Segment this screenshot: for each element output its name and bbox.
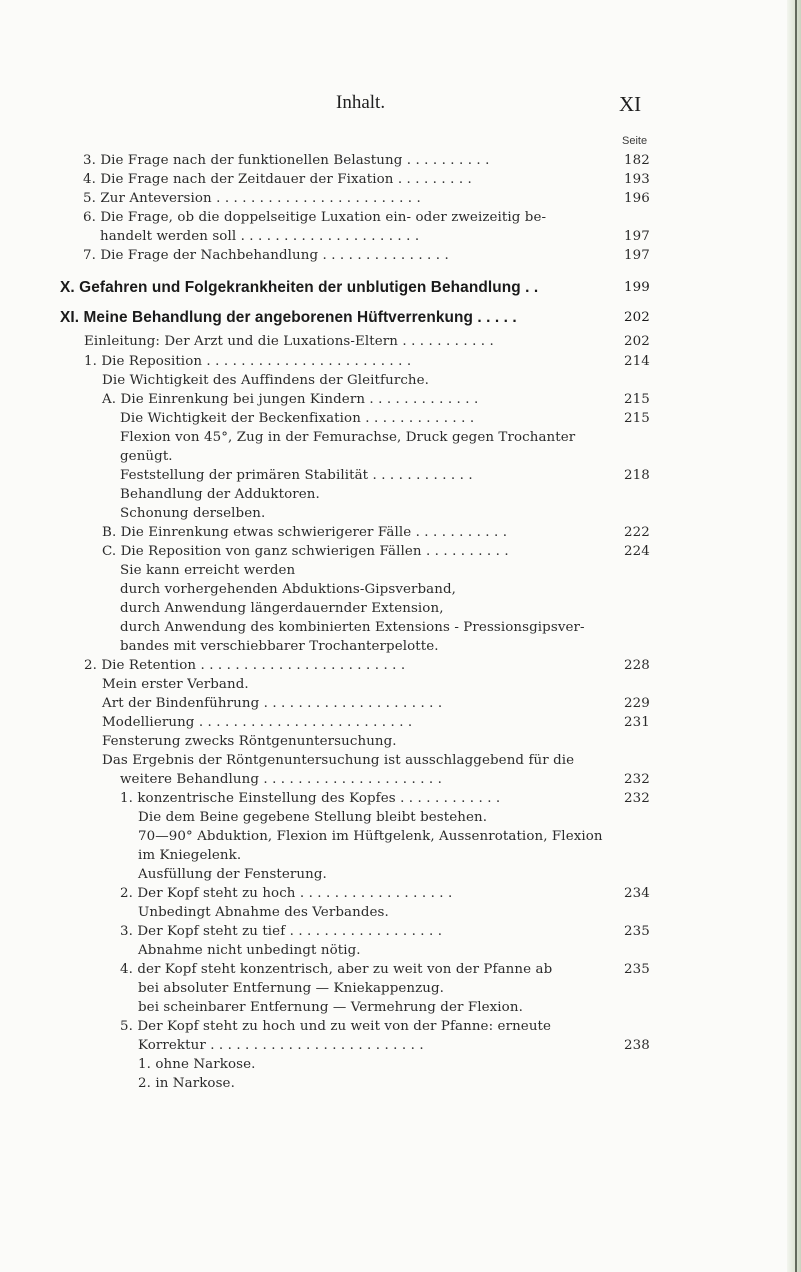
toc-entry-text: 5. Der Kopf steht zu hoch und zu weit von der Pfanne: erneute [120,1019,552,1034]
toc-entry-text: A. Die Einrenkung bei jungen Kindern . . . . . . . . . . . . . [102,392,479,407]
toc-entry-page: 231 [624,715,650,730]
seite-column-label: Seite [622,135,648,147]
page-header [0,92,801,116]
toc-entry-text: Das Ergebnis der Röntgenuntersuchung ist ausschlaggebend für die [102,753,575,768]
toc-entry-text: Sie kann erreicht werden [120,563,296,578]
toc-entry-page: 222 [624,525,650,540]
toc-entry-page: 199 [624,280,650,295]
toc-entry-text: Abnahme nicht unbedingt nötig. [138,943,361,958]
toc-entry-text: 1. Die Reposition . . . . . . . . . . . . . . . . . . . . . . . . [84,354,412,369]
toc-entry-text: durch Anwendung des kombinierten Extensions - Pressionsgipsver- [120,620,585,635]
toc-entry-text: X. Gefahren und Folgekrankheiten der unblutigen Behandlung . . [60,279,539,296]
toc-entry-page: 235 [624,924,650,939]
toc-entry-text: Die dem Beine gegebene Stellung bleibt bestehen. [138,810,488,825]
toc-entry-text: durch vorhergehenden Abduktions-Gipsverband, [120,582,457,597]
toc-entry-text: genügt. [120,449,173,464]
toc-entry-page: 202 [624,310,650,325]
toc-entry-text: bandes mit verschiebbarer Trochanterpelotte. [120,639,439,654]
toc-entry-page: 229 [624,696,650,711]
toc-entry-text: weitere Behandlung . . . . . . . . . . . . . . . . . . . . . [120,772,443,787]
toc-entry-text: durch Anwendung längerdauernder Extension, [120,601,444,616]
toc-entry-text: Die Wichtigkeit der Beckenfixation . . . . . . . . . . . . . [120,411,475,426]
toc-entry-text: C. Die Reposition von ganz schwierigen Fällen . . . . . . . . . . [102,544,509,559]
toc-entry-page: 228 [624,658,650,673]
toc-entry-text: Ausfüllung der Fensterung. [138,867,327,882]
toc-entry-text: 2. in Narkose. [138,1076,235,1091]
toc-entry-page: 182 [624,153,650,168]
toc-entry-text: 3. Die Frage nach der funktionellen Belastung . . . . . . . . . . [83,153,490,168]
toc-entry-text: Schonung derselben. [120,506,266,521]
toc-entry-text: 4. der Kopf steht konzentrisch, aber zu weit von der Pfanne ab [120,962,553,977]
toc-entry-text: 6. Die Frage, ob die doppelseitige Luxation ein- oder zweizeitig be- [83,210,547,225]
toc-entry-page: 202 [624,334,650,349]
toc-entry-page: 214 [624,354,650,369]
toc-entry-text: Die Wichtigkeit des Auffindens der Gleitfurche. [102,373,430,388]
toc-entry-page: 218 [624,468,650,483]
toc-entry-page: 193 [624,172,650,187]
toc-entry-text: Mein erster Verband. [102,677,249,692]
toc-entry-text: 2. Die Retention . . . . . . . . . . . . . . . . . . . . . . . . [84,658,406,673]
toc-entry-text: 70—90° Abduktion, Flexion im Hüftgelenk, Aussenrotation, Flexion [138,829,603,844]
toc-entry-text: Einleitung: Der Arzt und die Luxations-Eltern . . . . . . . . . . . [84,334,494,349]
toc-entry-text: handelt werden soll . . . . . . . . . . . . . . . . . . . . . [100,229,420,244]
toc-entry-text: bei scheinbarer Entfernung — Vermehrung der Flexion. [138,1000,523,1015]
toc-entry-text: XI. Meine Behandlung der angeborenen Hüftverrenkung . . . . . [60,309,517,326]
toc-entry-text: bei absoluter Entfernung — Kniekappenzug. [138,981,445,996]
toc-entry-page: 196 [624,191,650,206]
toc-entry-text: 3. Der Kopf steht zu tief . . . . . . . . . . . . . . . . . . [120,924,443,939]
running-title: Inhalt. [336,92,386,113]
toc-entry-text: im Kniegelenk. [138,848,242,863]
toc-entry-text: 5. Zur Anteversion . . . . . . . . . . . . . . . . . . . . . . . . [83,191,421,206]
toc-entry-text: 1. ohne Narkose. [138,1057,256,1072]
toc-entry-page: 197 [624,229,650,244]
toc-entry-page: 235 [624,962,650,977]
toc-entry-text: 2. Der Kopf steht zu hoch . . . . . . . . . . . . . . . . . . [120,886,453,901]
page-edge-shadow [787,0,801,1272]
toc-entry-text: 4. Die Frage nach der Zeitdauer der Fixation . . . . . . . . . [83,172,472,187]
toc-entry-text: Korrektur . . . . . . . . . . . . . . . . . . . . . . . . . [138,1038,424,1053]
toc-entry-text: Feststellung der primären Stabilität . . . . . . . . . . . . [120,468,473,483]
toc-entry-page: 232 [624,791,650,806]
toc-entry-page: 215 [624,392,650,407]
toc-entry-text: Behandlung der Adduktoren. [120,487,320,502]
toc-entry-page: 232 [624,772,650,787]
toc-entry-text: Art der Bindenführung . . . . . . . . . . . . . . . . . . . . . [102,696,443,711]
page-edge-line [795,0,797,1272]
toc-entry-text: Unbedingt Abnahme des Verbandes. [138,905,389,920]
toc-entry-text: B. Die Einrenkung etwas schwierigerer Fälle . . . . . . . . . . . [102,525,508,540]
toc-entry-page: 215 [624,411,650,426]
toc-entry-page: 234 [624,886,650,901]
toc-entry-text: Fensterung zwecks Röntgenuntersuchung. [102,734,397,749]
toc-entry-page: 197 [624,248,650,263]
toc-entry-page: 238 [624,1038,650,1053]
toc-entry-text: 1. konzentrische Einstellung des Kopfes . . . . . . . . . . . . [120,791,501,806]
toc-entry-text: 7. Die Frage der Nachbehandlung . . . . . . . . . . . . . . . [83,248,449,263]
toc-entry-text: Modellierung . . . . . . . . . . . . . . . . . . . . . . . . . [102,715,413,730]
page-number: XI [619,92,642,116]
toc-entry-page: 224 [624,544,650,559]
toc-entry-text: Flexion von 45°, Zug in der Femurachse, Druck gegen Trochanter [120,430,576,445]
